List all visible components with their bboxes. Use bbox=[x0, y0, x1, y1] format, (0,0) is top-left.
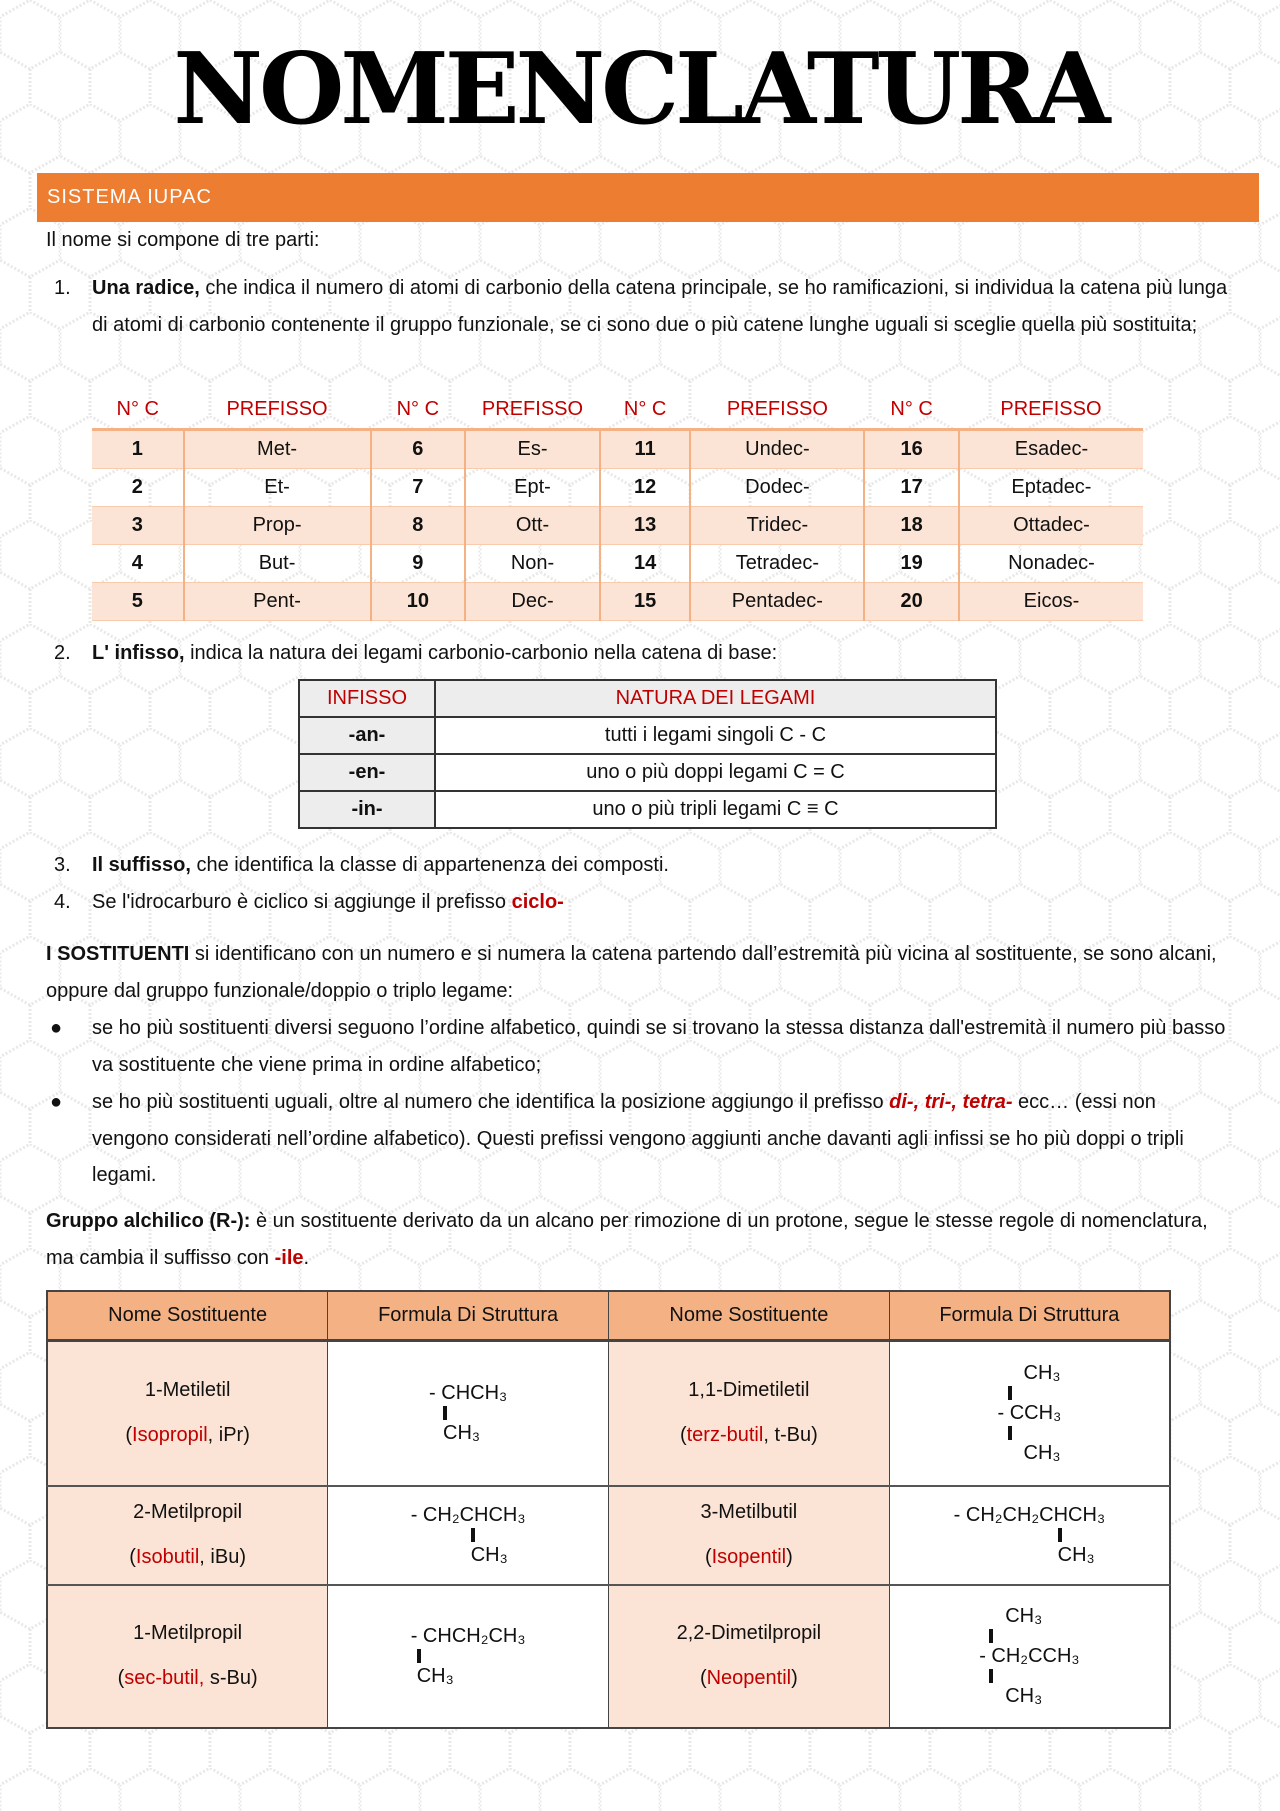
formula-top: CH₃ bbox=[1023, 1361, 1061, 1384]
prefix-cell: Eptadec- bbox=[959, 469, 1143, 507]
structural-formula-cell bbox=[889, 1341, 1170, 1486]
description: è un sostituente derivato da un alcano per rimozione di un protone, segue le stesse regole di nomenclatura, ma cambia il suffisso con bbox=[46, 1210, 1208, 1269]
header-nome: Nome Sostituente bbox=[47, 1291, 328, 1341]
common-name: (Isobutil, iBu) bbox=[129, 1546, 246, 1568]
header-natura: NATURA DEI LEGAMI bbox=[435, 680, 996, 717]
prefix-cell: But- bbox=[184, 545, 371, 583]
bond-line bbox=[471, 1528, 475, 1542]
infix: -an- bbox=[299, 717, 435, 754]
substituent-name-cell bbox=[47, 1341, 328, 1486]
period: . bbox=[303, 1246, 310, 1269]
formula-main: - CHCH₂CH₃ bbox=[410, 1624, 526, 1647]
prefix-cell: Et- bbox=[184, 469, 371, 507]
formula-main: - CH₂CHCH₃ bbox=[410, 1503, 526, 1526]
formula bbox=[979, 1605, 1079, 1707]
prefix-cell: Pentadec- bbox=[690, 583, 864, 621]
description: Se l'idrocarburo è ciclico si aggiunge il prefisso bbox=[92, 891, 512, 913]
formula-top: CH₃ bbox=[1005, 1604, 1043, 1627]
bullet-text: se ho più sostituenti uguali, oltre al numero che identifica la posizione aggiungo il prefisso bbox=[92, 1091, 890, 1113]
iupac-name: 1-Metiletil bbox=[144, 1379, 231, 1402]
bullet-item bbox=[46, 1084, 1236, 1194]
term: Il suffisso, bbox=[92, 854, 191, 876]
common-name: (sec-butil, s-Bu) bbox=[117, 1667, 258, 1689]
structural-formula-cell bbox=[889, 1486, 1170, 1585]
prefix-cell: Es- bbox=[465, 430, 600, 469]
bullet-text: se ho più sostituenti diversi seguono l’ordine alfabetico, quindi se si trovano la stessa distanza dall'estremità il numero più basso va sostituente che viene prima in ordine alfabetico; bbox=[92, 1017, 1226, 1076]
common-name: (terz-butil, t-Bu) bbox=[679, 1424, 818, 1447]
prefix-cell: Eicos- bbox=[959, 583, 1143, 621]
list-number: 4. bbox=[54, 891, 71, 913]
table-row bbox=[299, 754, 996, 791]
carbon-count-cell: 9 bbox=[371, 545, 466, 583]
bullet-text: ecc… (essi non vengono considerati nell’ordine alfabetico). Questi prefissi vengono aggiunti anche davanti agli infissi se ho più doppi o tripli legami. bbox=[92, 1091, 1184, 1186]
carbon-count-cell: 10 bbox=[371, 583, 466, 621]
substituents-paragraph bbox=[46, 936, 1236, 1009]
term: Una radice, bbox=[92, 277, 200, 299]
carbon-count-cell: 19 bbox=[864, 545, 959, 583]
term: Gruppo alchilico (R-): bbox=[46, 1210, 251, 1232]
header-prefisso: PREFISSO bbox=[465, 390, 600, 430]
abbreviation: , t-Bu) bbox=[763, 1424, 818, 1447]
structural-formula-cell bbox=[328, 1341, 609, 1486]
bond-line bbox=[989, 1669, 993, 1683]
header-num-c: N° C bbox=[371, 390, 466, 430]
description: che indica il numero di atomi di carbonio della catena principale, se ho ramificazioni, si individua la catena più lunga di atomi di carbonio contenente il gruppo funzionale, se ci sono due o più catene lunghe uguali si sceglie quella più sostituita; bbox=[92, 277, 1228, 336]
iupac-name: 1-Metilpropil bbox=[133, 1622, 243, 1644]
bond-line bbox=[1008, 1386, 1012, 1400]
table-row bbox=[299, 791, 996, 828]
table-row bbox=[47, 1585, 1170, 1728]
list-item-suffisso bbox=[46, 847, 1236, 884]
bullet-item bbox=[46, 1010, 1236, 1083]
formula-main: - CH₂CCH₃ bbox=[979, 1644, 1080, 1667]
carbon-count-cell: 3 bbox=[92, 507, 184, 545]
table-row bbox=[92, 545, 1143, 583]
common-name-red: sec-butil, bbox=[124, 1667, 205, 1689]
abbreviation: ) bbox=[786, 1546, 793, 1568]
substituent-name-cell bbox=[47, 1486, 328, 1585]
intro-text: Il nome si compone di tre parti: bbox=[46, 229, 320, 251]
common-name-red: Isopropil bbox=[132, 1424, 208, 1447]
common-name-red: terz-butil bbox=[686, 1424, 764, 1447]
table-row bbox=[92, 430, 1143, 469]
table-row bbox=[92, 469, 1143, 507]
bond-nature: uno o più tripli legami C ≡ C bbox=[435, 791, 996, 828]
common-name: (Isopentil) bbox=[704, 1546, 793, 1568]
alkyl-groups-table bbox=[46, 1290, 1171, 1729]
common-name: (Isopropil, iPr) bbox=[125, 1424, 250, 1447]
list-item-infisso bbox=[46, 635, 1236, 672]
prefix-cell: Dec- bbox=[465, 583, 600, 621]
term: I SOSTITUENTI bbox=[46, 943, 190, 965]
header-num-c: N° C bbox=[600, 390, 691, 430]
carbon-count-cell: 14 bbox=[600, 545, 691, 583]
structural-formula-cell bbox=[328, 1486, 609, 1585]
page-title: NOMENCLATURA bbox=[173, 32, 1107, 147]
formula-main: - CHCH₃ bbox=[429, 1381, 508, 1404]
prefix-cell: Tridec- bbox=[690, 507, 864, 545]
structural-formula-cell bbox=[328, 1585, 609, 1728]
header-prefisso: PREFISSO bbox=[184, 390, 371, 430]
ciclo-prefix: ciclo- bbox=[511, 891, 564, 913]
header-formula: Formula Di Struttura bbox=[889, 1291, 1170, 1341]
suffix-ile: -ile bbox=[274, 1246, 304, 1269]
carbon-count-cell: 15 bbox=[600, 583, 691, 621]
prefix-cell: Ept- bbox=[465, 469, 600, 507]
header-nome: Nome Sostituente bbox=[609, 1291, 890, 1341]
formula-bottom: CH₃ bbox=[1005, 1684, 1043, 1707]
table-row bbox=[92, 583, 1143, 621]
carbon-count-cell: 7 bbox=[371, 469, 466, 507]
formula-bottom: CH₃ bbox=[1023, 1441, 1061, 1464]
carbon-count-cell: 5 bbox=[92, 583, 184, 621]
prefix-cell: Undec- bbox=[690, 430, 864, 469]
header-num-c: N° C bbox=[92, 390, 184, 430]
bond-nature: uno o più doppi legami C = C bbox=[435, 754, 996, 791]
list-item-radice bbox=[46, 270, 1236, 343]
carbon-count-cell: 1 bbox=[92, 430, 184, 469]
iupac-name: 1,1-Dimetiletil bbox=[688, 1379, 810, 1402]
formula bbox=[954, 1504, 1105, 1566]
abbreviation: ) bbox=[791, 1667, 798, 1689]
header-prefisso: PREFISSO bbox=[690, 390, 864, 430]
formula bbox=[429, 1382, 507, 1444]
formula bbox=[411, 1504, 526, 1566]
list-item-ciclo bbox=[46, 884, 1236, 921]
formula bbox=[411, 1625, 526, 1687]
prefix-cell: Esadec- bbox=[959, 430, 1143, 469]
header-num-c: N° C bbox=[864, 390, 959, 430]
header-infisso: INFISSO bbox=[299, 680, 435, 717]
infix-table bbox=[298, 679, 997, 829]
description: che identifica la classe di appartenenza dei composti. bbox=[190, 854, 669, 876]
list-number: 2. bbox=[54, 642, 71, 664]
carbon-count-cell: 8 bbox=[371, 507, 466, 545]
bond-line bbox=[1008, 1426, 1012, 1440]
formula-main: - CCH₃ bbox=[997, 1401, 1062, 1424]
multiplier-prefixes: di-, tri-, tetra- bbox=[889, 1091, 1013, 1113]
carbon-count-cell: 18 bbox=[864, 507, 959, 545]
carbon-count-cell: 13 bbox=[600, 507, 691, 545]
iupac-name: 2-Metilpropil bbox=[133, 1501, 243, 1523]
bond-nature: tutti i legami singoli C - C bbox=[435, 717, 996, 754]
prefix-table bbox=[92, 390, 1143, 621]
infix: -en- bbox=[299, 754, 435, 791]
bond-line bbox=[443, 1406, 447, 1420]
list-number: 3. bbox=[54, 854, 71, 876]
formula-bottom: CH₃ bbox=[470, 1543, 508, 1566]
formula-bottom: CH₃ bbox=[1057, 1543, 1095, 1566]
substituent-name-cell bbox=[609, 1585, 890, 1728]
bond-line bbox=[989, 1629, 993, 1643]
carbon-count-cell: 11 bbox=[600, 430, 691, 469]
description: indica la natura dei legami carbonio-carbonio nella catena di base: bbox=[184, 642, 778, 664]
bullet-icon: ● bbox=[50, 1017, 63, 1039]
abbreviation: , iBu) bbox=[199, 1546, 246, 1568]
carbon-count-cell: 12 bbox=[600, 469, 691, 507]
carbon-count-cell: 20 bbox=[864, 583, 959, 621]
bullet-icon: ● bbox=[50, 1091, 63, 1113]
header-formula: Formula Di Struttura bbox=[328, 1291, 609, 1341]
formula-main: - CH₂CH₂CHCH₃ bbox=[953, 1503, 1106, 1526]
prefix-cell: Ott- bbox=[465, 507, 600, 545]
alkyl-paragraph bbox=[46, 1203, 1236, 1276]
table-row bbox=[47, 1486, 1170, 1585]
prefix-cell: Pent- bbox=[184, 583, 371, 621]
table-row bbox=[92, 507, 1143, 545]
prefix-cell: Nonadec- bbox=[959, 545, 1143, 583]
description: si identificano con un numero e si numera la catena partendo dall’estremità più vicina al sostituente, se sono alcani, oppure dal gruppo funzionale/doppio o triplo legame: bbox=[46, 943, 1217, 1002]
substituent-name-cell bbox=[47, 1585, 328, 1728]
carbon-count-cell: 2 bbox=[92, 469, 184, 507]
common-name-red: Neopentil bbox=[706, 1667, 792, 1689]
substituent-name-cell bbox=[609, 1341, 890, 1486]
section-header: SISTEMA IUPAC bbox=[37, 173, 1259, 222]
prefix-cell: Met- bbox=[184, 430, 371, 469]
formula-bottom: CH₃ bbox=[416, 1664, 454, 1687]
abbreviation: s-Bu) bbox=[204, 1667, 258, 1689]
prefix-cell: Ottadec- bbox=[959, 507, 1143, 545]
abbreviation: , iPr) bbox=[207, 1424, 250, 1447]
carbon-count-cell: 16 bbox=[864, 430, 959, 469]
prefix-cell: Prop- bbox=[184, 507, 371, 545]
table-row bbox=[47, 1341, 1170, 1486]
common-name: (Neopentil) bbox=[699, 1667, 798, 1689]
bond-line bbox=[417, 1649, 421, 1663]
table-row bbox=[299, 717, 996, 754]
term: L' infisso, bbox=[92, 642, 185, 664]
prefix-cell: Non- bbox=[465, 545, 600, 583]
list-number: 1. bbox=[54, 277, 71, 299]
common-name-red: Isobutil bbox=[135, 1546, 200, 1568]
structural-formula-cell bbox=[889, 1585, 1170, 1728]
prefix-cell: Tetradec- bbox=[690, 545, 864, 583]
carbon-count-cell: 17 bbox=[864, 469, 959, 507]
infix: -in- bbox=[299, 791, 435, 828]
formula-bottom: CH₃ bbox=[443, 1421, 481, 1444]
carbon-count-cell: 6 bbox=[371, 430, 466, 469]
iupac-name: 2,2-Dimetilpropil bbox=[676, 1622, 822, 1644]
substituent-name-cell bbox=[609, 1486, 890, 1585]
prefix-cell: Dodec- bbox=[690, 469, 864, 507]
carbon-count-cell: 4 bbox=[92, 545, 184, 583]
iupac-name: 3-Metilbutil bbox=[700, 1501, 798, 1523]
header-prefisso: PREFISSO bbox=[959, 390, 1143, 430]
bond-line bbox=[1058, 1528, 1062, 1542]
common-name-red: Isopentil bbox=[711, 1546, 787, 1568]
formula bbox=[998, 1362, 1062, 1464]
